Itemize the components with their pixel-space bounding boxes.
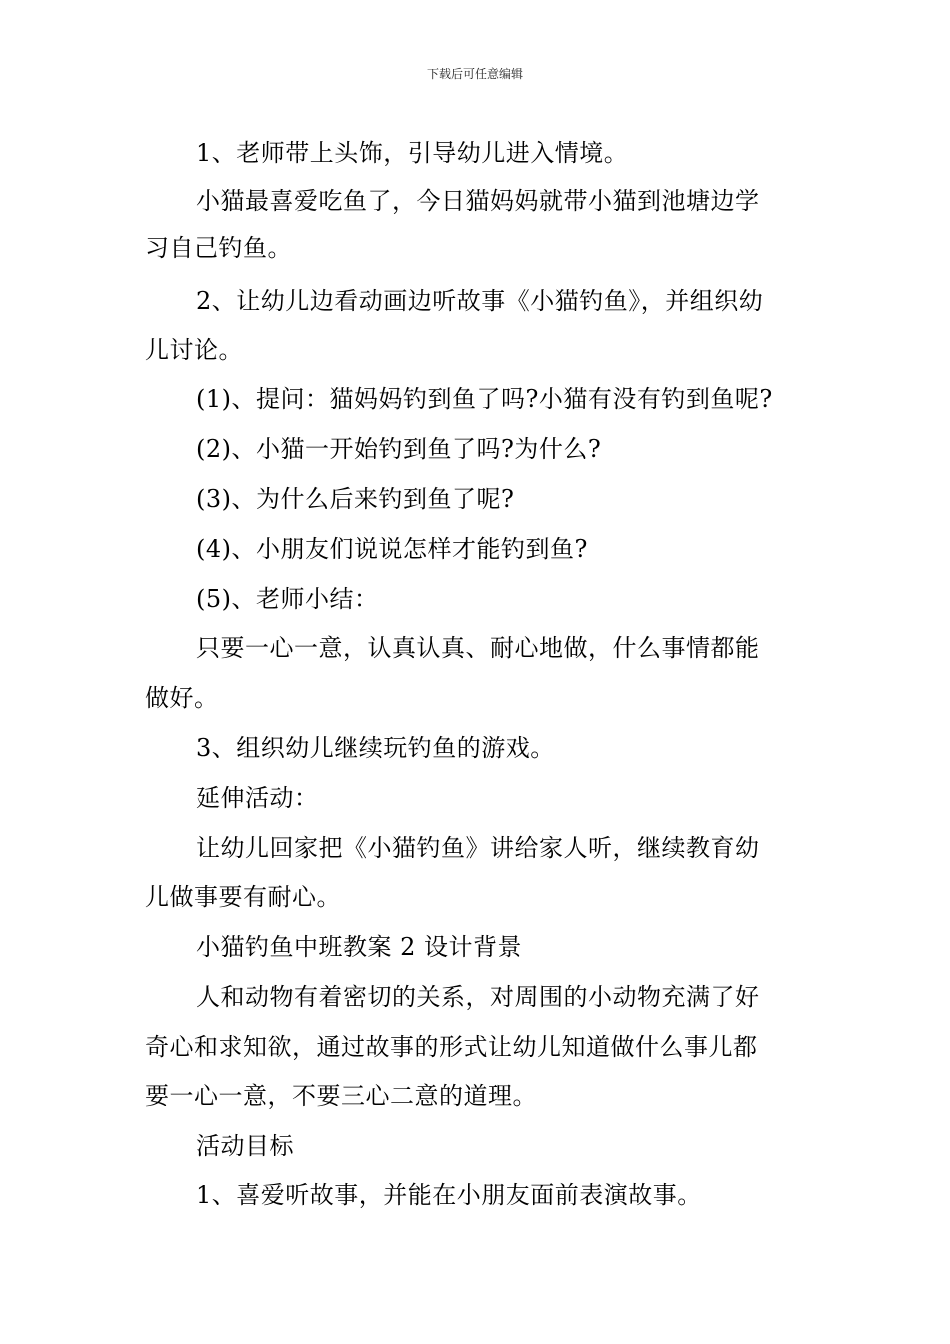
paragraph-line: 做好。	[145, 684, 219, 712]
paragraph-line: 2、让幼儿边看动画边听故事《小猫钓鱼》，并组织幼	[196, 287, 764, 315]
paragraph-line: 让幼儿回家把《小猫钓鱼》讲给家人听，继续教育幼	[196, 834, 760, 862]
section-heading: 延伸活动：	[196, 784, 319, 812]
paragraph-line: 儿做事要有耐心。	[145, 883, 341, 911]
paragraph-line: 只要一心一意，认真认真、耐心地做，什么事情都能	[196, 634, 760, 662]
paragraph-line: 要一心一意，不要三心二意的道理。	[145, 1082, 537, 1110]
page-header: 下载后可任意编辑	[426, 67, 523, 81]
paragraph-line: 奇心和求知欲，通过故事的形式让幼儿知道做什么事儿都	[145, 1033, 758, 1061]
paragraph-line: 人和动物有着密切的关系，对周围的小动物充满了好	[196, 983, 760, 1011]
section-heading: 小猫钓鱼中班教案 2 设计背景	[196, 933, 523, 961]
section-heading: 活动目标	[196, 1132, 294, 1160]
paragraph-line: 习自己钓鱼。	[145, 234, 292, 262]
paragraph-line: 1、老师带上头饰，引导幼儿进入情境。	[196, 139, 629, 167]
paragraph-line: (2)、小猫一开始钓到鱼了吗?为什么?	[196, 435, 602, 463]
paragraph-line: (4)、小朋友们说说怎样才能钓到鱼?	[196, 535, 588, 563]
paragraph-line: (1)、提问：猫妈妈钓到鱼了吗?小猫有没有钓到鱼呢?	[196, 385, 773, 413]
paragraph-line: 小猫最喜爱吃鱼了，今日猫妈妈就带小猫到池塘边学	[196, 187, 760, 215]
paragraph-line: 1、喜爱听故事，并能在小朋友面前表演故事。	[196, 1181, 702, 1209]
paragraph-line: (5)、老师小结：	[196, 585, 379, 613]
paragraph-line: 3、组织幼儿继续玩钓鱼的游戏。	[196, 734, 555, 762]
paragraph-line: (3)、为什么后来钓到鱼了呢?	[196, 485, 515, 513]
paragraph-line: 儿讨论。	[145, 336, 243, 364]
